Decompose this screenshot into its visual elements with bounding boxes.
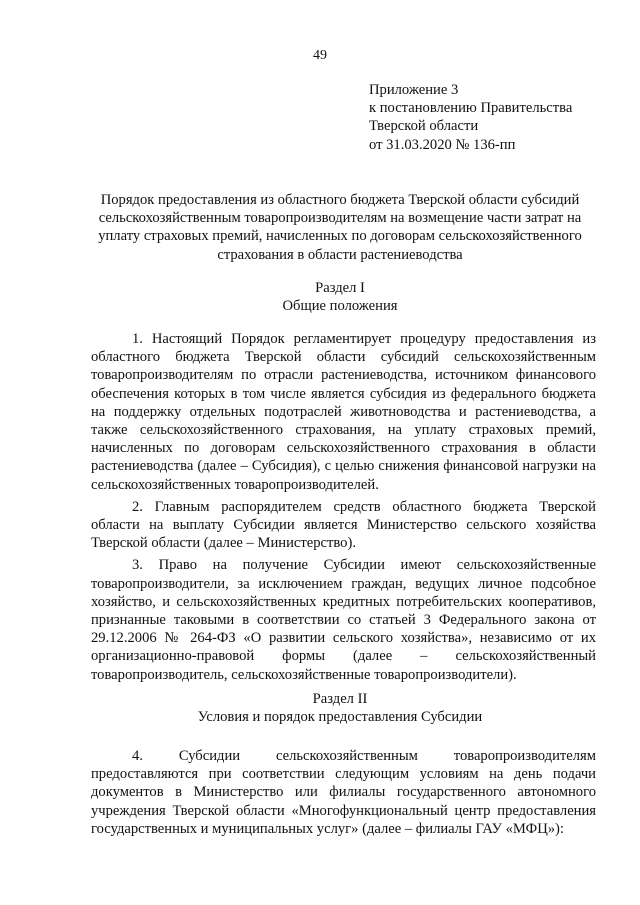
section-1-heading	[80, 279, 600, 315]
section-2-number: Раздел II	[312, 691, 368, 707]
page-number: 49	[313, 48, 327, 63]
section-2-heading	[80, 690, 600, 726]
section-1-body	[91, 330, 596, 688]
appendix-header	[369, 81, 619, 154]
section-2-body	[91, 747, 596, 842]
section-2-name: Условия и порядок предоставления Субсидии	[197, 709, 483, 726]
paragraph-1: 1. Настоящий Порядок регламентирует процедуру предоставления из областного бюджета Тверской области субсидий сельскохозяйственным товаропроизводителям по отрасли растениеводства, источником финансового обеспечения которых в том числе является субсидия из федерального бюджета на поддержку отдельных подотраслей животноводства и растениеводства, а также сельскохозяйственного страхования, на уплату страховых премий, начисленных по договорам сельскохозяйственного страхования в области растениеводства (далее – Субсидия), с целью снижения финансовой нагрузки на сельскохозяйственных товаропроизводителей.	[91, 331, 596, 493]
appendix-line-1: Приложение 3	[369, 82, 459, 98]
appendix-line-4: от 31.03.2020 № 136-пп	[369, 136, 516, 153]
appendix-line-2: к постановлению Правительства	[369, 100, 573, 117]
section-1-name: Общие положения	[282, 298, 398, 315]
section-1-number: Раздел I	[315, 280, 365, 296]
paragraph-2: 2. Главным распорядителем средств областного бюджета Тверской области на выплату Субсидии является Министерство сельского хозяйства Тверской области (далее – Министерство).	[91, 498, 596, 552]
paragraph-3: 3. Право на получение Субсидии имеют сельскохозяйственные товаропроизводители, за исключением граждан, ведущих личное подсобное хозяйство, и сельскохозяйственных кредитных потребительских кооперативов, признанные таковыми в соответствии со статьей 3 Федерального закона от 29.12.2006 № 264-ФЗ «О развитии сельского хозяйства», независимо от их организационно-правовой формы (далее – сельскохозяйственный товаропроизводитель, сельскохозяйственные товаропроизводители).	[91, 557, 596, 683]
appendix-line-3: Тверской области	[369, 118, 479, 135]
paragraph-4: 4. Субсидии сельскохозяйственным товаропроизводителям предоставляются при соответствии следующим условиям на день подачи документов в Министерство или филиалы государственного автономного учреждения Тверской области «Многофункциональный центр предоставления государственных и муниципальных услуг» (далее – филиалы ГАУ «МФЦ»):	[91, 748, 596, 837]
document-title: Порядок предоставления из областного бюджета Тверской области субсидий сельскохозяйственным товаропроизводителям на возмещение части затрат на уплату страховых премий, начисленных по договорам сельскохозяйственного страхования в области растениеводства	[98, 192, 582, 263]
